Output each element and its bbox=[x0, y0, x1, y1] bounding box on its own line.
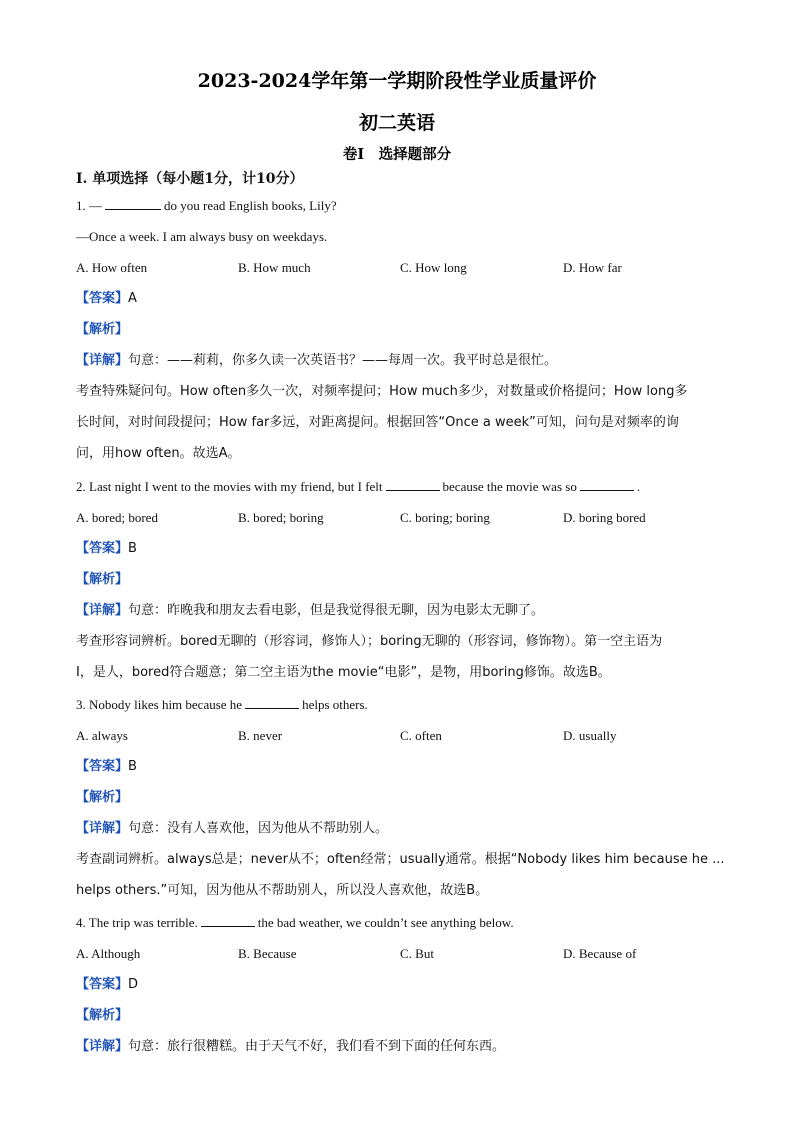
volume-heading: 卷Ⅰ 选择题部分 bbox=[342, 146, 452, 163]
question-2-analysis-line: I，是人，bored符合题意；第二空主语为the movie“电影”，是物，用boring修饰。故选B。 bbox=[76, 665, 611, 680]
question-3-option-b: B. never bbox=[238, 728, 283, 743]
question-4-detail: 【详解】句意：旅行很糟糕。由于天气不好，我们看不到下面的任何东西。 bbox=[76, 1039, 506, 1054]
question-3-answer: 【答案】B bbox=[76, 759, 137, 774]
question-1-detail: 【详解】句意：——莉莉，你多久读一次英语书？——每周一次。我平时总是很忙。 bbox=[76, 353, 558, 368]
question-2-analysis-label: 【解析】 bbox=[76, 572, 129, 587]
question-3-analysis-line: helps others.”可知，因为他从不帮助别人，所以没人喜欢他，故选B。 bbox=[76, 883, 489, 898]
answer-blank bbox=[201, 914, 255, 927]
question-2-option-b: B. bored; boring bbox=[238, 510, 324, 525]
question-4-option-a: A. Although bbox=[76, 946, 141, 961]
question-1-option-b: B. How much bbox=[238, 260, 311, 275]
question-1-reply: —Once a week. I am always busy on weekdays. bbox=[76, 229, 328, 244]
exam-title: 2023-2024学年第一学期阶段性学业质量评价 bbox=[197, 70, 597, 92]
question-3-analysis-line: 考查副词辨析。always总是；never从不；often经常；usually通常。根据“Nobody likes him because he ... bbox=[76, 852, 725, 867]
question-1-option-d: D. How far bbox=[563, 260, 622, 275]
question-2-option-d: D. boring bored bbox=[563, 510, 646, 525]
question-1-option-a: A. How often bbox=[76, 260, 148, 275]
question-4-option-c: C. But bbox=[400, 946, 434, 961]
question-3-option-c: C. often bbox=[400, 728, 442, 743]
question-3-option-d: D. usually bbox=[563, 728, 617, 743]
question-4-stem: 4. The trip was terrible. the bad weather, we couldn’t see anything below. bbox=[76, 915, 514, 930]
question-1-analysis-label: 【解析】 bbox=[76, 322, 129, 337]
question-1-analysis-line: 长时间，对时间段提问；How far多远，对距离提问。根据回答“Once a week”可知，问句是对频率的询 bbox=[76, 415, 679, 430]
question-4-analysis-label: 【解析】 bbox=[76, 1008, 129, 1023]
question-1-analysis-line: 考查特殊疑问句。How often多久一次，对频率提问；How much多少，对数量或价格提问；How long多 bbox=[76, 384, 688, 399]
question-1-stem: 1. — do you read English books, Lily? bbox=[76, 198, 337, 213]
section-heading: Ⅰ. 单项选择（每小题1分，计10分） bbox=[76, 171, 304, 187]
answer-blank bbox=[105, 197, 161, 210]
question-1-answer: 【答案】A bbox=[76, 291, 137, 306]
exam-subject: 初二英语 bbox=[358, 112, 435, 134]
answer-blank bbox=[386, 478, 440, 491]
question-2-detail: 【详解】句意：昨晚我和朋友去看电影，但是我觉得很无聊，因为电影太无聊了。 bbox=[76, 603, 545, 618]
question-2-answer: 【答案】B bbox=[76, 541, 137, 556]
question-4-answer: 【答案】D bbox=[76, 977, 139, 992]
question-1-option-c: C. How long bbox=[400, 260, 467, 275]
question-3-analysis-label: 【解析】 bbox=[76, 790, 129, 805]
question-2-stem: 2. Last night I went to the movies with my friend, but I felt because the movie was so . bbox=[76, 479, 641, 494]
question-4-option-d: D. Because of bbox=[563, 946, 637, 961]
answer-blank bbox=[580, 478, 634, 491]
question-2-option-c: C. boring; boring bbox=[400, 510, 490, 525]
question-2-analysis-line: 考查形容词辨析。bored无聊的（形容词，修饰人）；boring无聊的（形容词，修饰物）。第一空主语为 bbox=[76, 634, 663, 649]
answer-blank bbox=[245, 696, 299, 709]
question-3-stem: 3. Nobody likes him because he helps others. bbox=[76, 697, 368, 712]
question-2-option-a: A. bored; bored bbox=[76, 510, 158, 525]
question-4-option-b: B. Because bbox=[238, 946, 297, 961]
question-3-option-a: A. always bbox=[76, 728, 128, 743]
question-3-detail: 【详解】句意：没有人喜欢他，因为他从不帮助别人。 bbox=[76, 821, 389, 836]
question-1-analysis-line: 问，用how often。故选A。 bbox=[76, 446, 241, 461]
